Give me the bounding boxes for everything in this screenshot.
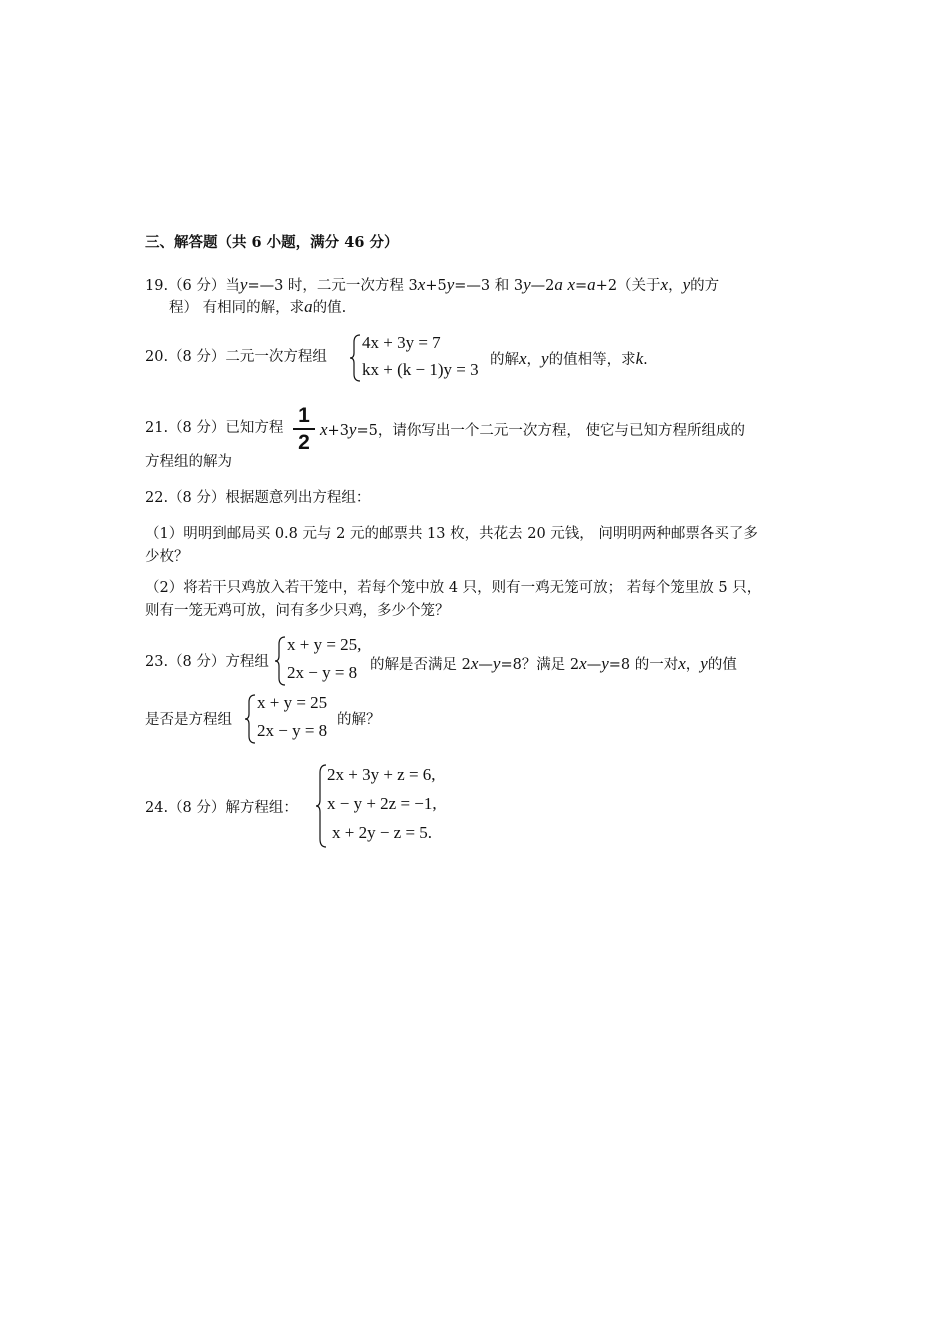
q19-line2: 程） 有相同的解，求a的值. xyxy=(169,297,347,316)
q23-eq4: 2x − y = 8 xyxy=(257,721,328,740)
q20-brace xyxy=(350,334,362,382)
q19-number: 19. xyxy=(145,278,169,294)
q24-number: 24. xyxy=(145,800,169,816)
q22-number: 22. xyxy=(145,490,169,506)
q24-eq1: 2x + 3y + z = 6, xyxy=(327,765,436,784)
q23-line2-text: 是否是方程组 xyxy=(145,712,232,728)
q23-brace-2 xyxy=(245,694,257,744)
q23-brace xyxy=(275,636,287,686)
q23-line2-end: 的解？ xyxy=(337,712,381,728)
q20-eq1: 4x + 3y = 7 xyxy=(362,333,441,352)
q21-line2: 方程组的解为 xyxy=(145,454,232,470)
q20-eq2: kx + (k − 1)y = 3 xyxy=(362,360,479,379)
q22-sub2-line2: 则有一笼无鸡可放，问有多少只鸡，多少个笼？ xyxy=(145,603,450,619)
section-title: 三、解答题（共 6 小题，满分 46 分） xyxy=(145,234,399,251)
q23-eq3: x + y = 25 xyxy=(257,693,328,712)
q23-eq2: 2x − y = 8 xyxy=(287,663,358,682)
q21-number: 21. xyxy=(145,420,169,436)
fraction-bar xyxy=(293,428,315,430)
q23-number: 23. xyxy=(145,654,169,670)
q23-eq1: x + y = 25, xyxy=(287,635,362,654)
q22-sub2-line1: （2）将若干只鸡放入若干笼中，若每个笼中放 4 只，则有一鸡无笼可放； 若每个笼里放 5 只， xyxy=(145,580,762,596)
q22-sub1-line1: （1）明明到邮局买 0.8 元与 2 元的邮票共 13 枚，共花去 20 元钱， 问明明两种邮票各买了多 xyxy=(145,526,758,542)
q22-sub1-line2: 少枚？ xyxy=(145,549,189,565)
q19-line1: 19.（6 分）当y=—3 时，二元一次方程 3x+5y=—3 和 3y—2a x=a+2（关于x，y的方 xyxy=(145,275,720,294)
q24-eq3: x + 2y − z = 5. xyxy=(332,823,433,842)
q20-number: 20. xyxy=(145,349,169,365)
fraction-denominator: 2 xyxy=(298,431,310,454)
q24-eq2: x − y + 2z = −1, xyxy=(327,794,437,813)
fraction-numerator: 1 xyxy=(298,404,310,427)
